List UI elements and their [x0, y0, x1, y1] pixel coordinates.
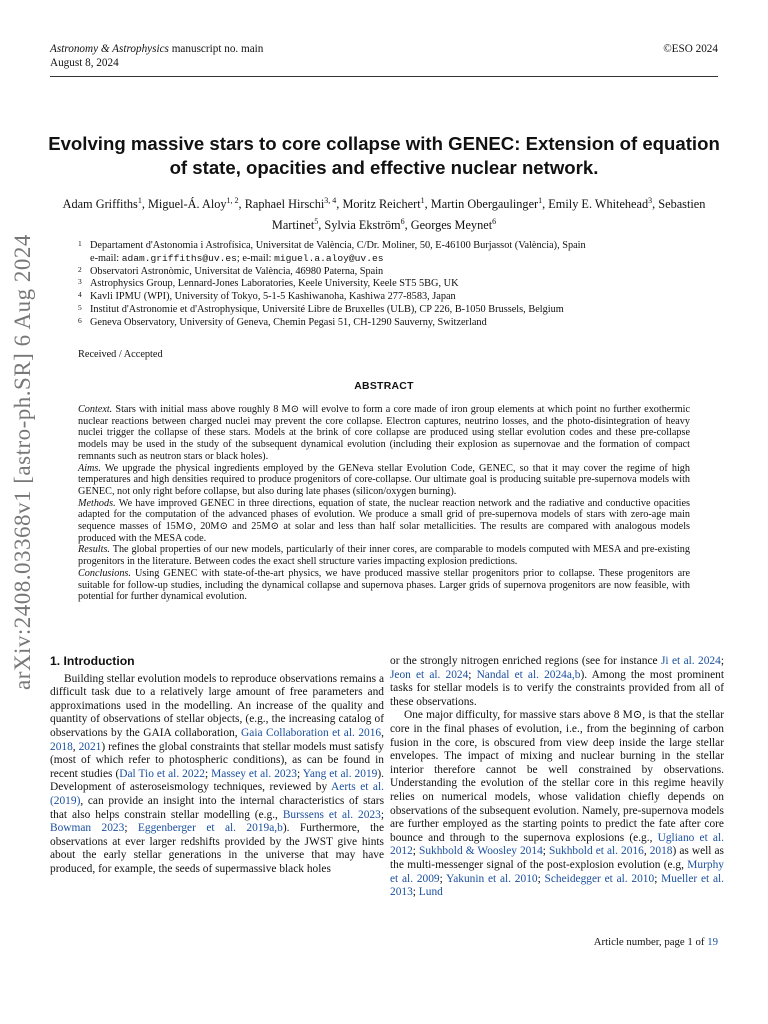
citation-link[interactable]: Jeon et al. 2024 [390, 668, 469, 681]
abstract-conclusions: Conclusions. Using GENEC with state-of-the-art physics, we have produced massive stellar progenitors prior to collapse. These progenitors are suitable for follow-up studies, including the dynamical collapse and supernova phases. Larger grids of supernova progenitors are now feasible, with potential for further dynamical evolution. [78, 567, 690, 603]
author-name: Sylvia Ekström [324, 218, 401, 233]
section-heading-introduction: 1. Introduction [50, 654, 135, 668]
journal-name: Astronomy & Astrophysics [50, 43, 169, 55]
citation-link[interactable]: Sukhbold & Woosley 2014 [418, 845, 543, 858]
affiliation-3: 3 Astrophysics Group, Lennard-Jones Laboratories, Keele University, Keele ST5 5BG, UK [78, 277, 459, 290]
affiliation-1: 1 Departament d'Astonomia i Astrofísica, Universitat de València, C/Dr. Moliner, 50, E-46100 Burjassot (València), Spain [78, 239, 586, 251]
arxiv-identifier[interactable]: arXiv:2408.03368v1 [astro-ph.SR] 6 Aug 2024 [10, 234, 35, 690]
citation-link[interactable]: Massey et al. 2023 [211, 767, 297, 780]
citation-link[interactable]: Scheidegger et al. 2010 [544, 872, 655, 885]
affiliation-6: 6 Geneva Observatory, University of Geneva, Chemin Pegasi 51, CH-1290 Sauverny, Switzerland [78, 315, 487, 328]
citation-link[interactable]: Nandal et al. 2024a,b [476, 668, 581, 681]
email-link-1[interactable]: adam.griffiths@uv.es [121, 252, 237, 264]
affiliation-2: 2 Observatori Astronòmic, Universitat de València, 46980 Paterna, Spain [78, 264, 384, 277]
author-affiliation-mark: 1 [137, 196, 142, 205]
intro-paragraph-2: One major difficulty, for massive stars above 8 M⊙, is that the stellar core in the final phases of evolution, i.e., from the beginning of carbon fusion in the core, is obscured from view deep inside the large stellar envelopes. The impact of mixing and nuclear burning in the stellar interior therefore cannot be well constrained by observations. Understanding the evolution of the stellar core in this regime heavily relies on numerical models, whose validation chiefly depends on observations of the subsequent evolution. Namely, pre-supernova models are further employed as the starting points to predict the fate after core bounce and through to the supernova explosions (e.g., Ugliano et al. 2012; Sukhbold & Woosley 2014; Sukhbold et al. 2016, 2018) as well as the multi-messenger signal of the post-explosion evolution (e.g, Murphy et al. 2009; Yakunin et al. 2010; Scheidegger et al. 2010; Mueller et al. 2013; Lund [390, 709, 725, 899]
citation-link[interactable]: 2018 [649, 845, 673, 858]
author-affiliation-mark: 3, 4 [324, 196, 337, 205]
email-line: e-mail: adam.griffiths@uv.es; e-mail: miguel.a.aloy@uv.es [90, 252, 384, 264]
citation-link[interactable]: Eggenberger et al. 2019a,b [137, 822, 283, 835]
header-date: August 8, 2024 [50, 57, 119, 69]
affiliation-4: 4 Kavli IPMU (WPI), University of Tokyo, 5-1-5 Kashiwanoha, Kashiwa 277-8583, Japan [78, 290, 456, 303]
running-header [50, 42, 718, 70]
author-name: Sebastien Martinet [271, 197, 706, 233]
affiliation-5: 5 Institut d'Astronomie et d'Astrophysique, Université Libre de Bruxelles (ULB), CP 226, B-1050 Brussels, Belgium [78, 302, 564, 315]
citation-link[interactable]: Dal Tio et al. 2022 [119, 767, 205, 780]
citation-link[interactable]: Ji et al. 2024 [660, 655, 721, 667]
author-affiliation-mark: 6 [492, 217, 497, 227]
author-name: Adam Griffiths [62, 197, 138, 212]
page-footer: Article number, page 1 of 19 [593, 936, 718, 948]
citation-link[interactable]: 2018 [50, 740, 73, 753]
author-name: Georges Meynet [410, 218, 493, 233]
paper-title: Evolving massive stars to core collapse with GENEC: Extension of equation of state, opacities and effective nuclear network. [48, 133, 720, 178]
author-affiliation-mark: 1 [420, 196, 425, 205]
citation-link[interactable]: Sukhbold et al. 2016 [548, 845, 644, 858]
intro-paragraph-1-continued: or the strongly nitrogen enriched regions (see for instance Ji et al. 2024; Jeon et al. 2024; Nandal et al. 2024a,b). Among the most prominent tasks for stellar models is to verify the constraints provided from all of these observations. [390, 655, 725, 708]
abstract-context: Context. Stars with initial mass above roughly 8 M⊙ will evolve to form a core made of iron group elements at which point no further exothermic nuclear reactions between charged nuclei may prevent the core collapse. Electron captures, neutrino losses, and the photo-disintegration of heavy nuclei trigger the collapse of these stars. Models at the brink of core collapse are produced using stellar evolution codes and these pre-collapse models may be used in the study of the subsequent dynamical evolution (including their explosion as supernovae and the formation of compact remnants such as neutron stars or black holes). [78, 404, 690, 462]
left-column [50, 655, 384, 877]
citation-link[interactable]: 2021 [78, 740, 102, 753]
author-name: Raphael Hirschi [244, 197, 325, 212]
manuscript-label: manuscript no. main [168, 43, 264, 55]
author-name: Moritz Reichert [342, 197, 421, 212]
abstract-body [78, 404, 690, 603]
intro-paragraph-1: Building stellar evolution models to reproduce observations remains a difficult task due to a relatively large amount of free parameters and approximations used in the modelling. An increase of the quality and quantity of observations of stellar objects, (e.g., the increasing catalog of observations by the GAIA collaboration, Gaia Collaboration et al. 2016, 2018, 2021) refines the global constraints that stellar models must satisfy (most of which refer to photospheric conditions), as can be found in recent studies (Dal Tio et al. 2022; Massey et al. 2023; Yang et al. 2019). Development of asteroseismology techniques, reviewed by Aerts et al. (2019), can provide an insight into the internal characteristics of stars that also helps constrain stellar modelling (e.g., Burssens et al. 2023; Bowman 2023; Eggenberger et al. 2019a,b). Furthermore, the observations at ever larger redshifts provided by the JWST give hints about the early stellar generations in the universe that may have produced, for example, the seeds of supermassive black holes [50, 672, 385, 875]
author-affiliation-mark: 1 [538, 196, 543, 205]
author-name: Emily E. Whitehead [548, 197, 649, 212]
citation-link[interactable]: Burssens et al. 2023 [282, 808, 381, 821]
abstract-results: Results. The global properties of our new models, particularly of their inner cores, are comparable to models computed with MESA and pre-existing progenitors in the literature. Between codes the exact shell structure varies impacting explosion predictions. [78, 544, 690, 568]
citation-link[interactable]: Bowman 2023 [50, 822, 125, 835]
affiliations [78, 240, 718, 330]
abstract-methods: Methods. We have improved GENEC in three directions, equation of state, the nuclear reaction network and the radiative and conductive opacities adapted for the computation of the advanced phases of evolution. We produce a small grid of pre-supernova models of stars with zero-age main sequence masses of 15M⊙, 20M⊙ and 25M⊙ at solar and less than half solar metallicities. The results are compared with analogous models produced with the MESA code. [78, 497, 690, 544]
abstract-aims: Aims. We upgrade the physical ingredients employed by the GENeva stellar Evolution Code, GENEC, so that it may cover the regime of high temperatures and high densities required to produce progenitors of core-collapse. Our ultimate goal is producing suitable pre-supernova models with GENEC, not only right before collapse, but also during late phases (silicon/oxygen burning). [78, 462, 690, 497]
author-affiliation-mark: 5 [314, 217, 319, 227]
citation-link[interactable]: Murphy et al. 2009 [390, 858, 724, 885]
copyright: ©ESO 2024 [663, 43, 718, 55]
author-list: Adam Griffiths$^1$, Miguel-Á. Aloy$^{1, 2}$, Raphael Hirschi$^{3, 4}$, Moritz Reichert$^1$, Martin Obergaulinger$^1$, Emily E. Whitehead$^3$, Sebastien Martinet$^5$, Sylvia Ekström$^6$, Georges Meynet$^6$ [62, 196, 706, 233]
citation-link[interactable]: Mueller et al. 2013 [390, 872, 725, 899]
abstract-heading: ABSTRACT [354, 381, 414, 392]
author-affiliation-mark: 6 [400, 217, 405, 227]
citation-link[interactable]: Lund [418, 886, 443, 899]
citation-link[interactable]: Aerts et al. (2019) [50, 781, 384, 807]
author-affiliation-mark: 3 [648, 196, 653, 205]
received-line: Received / Accepted [78, 349, 163, 360]
citation-link[interactable]: Yang et al. 2019 [302, 767, 378, 780]
author-name: Martin Obergaulinger [430, 197, 539, 212]
citation-link[interactable]: Gaia Collaboration et al. 2016 [241, 726, 382, 739]
email-link-2[interactable]: miguel.a.aloy@uv.es [274, 252, 384, 264]
citation-link[interactable]: Yakunin et al. 2010 [446, 872, 538, 885]
citation-link[interactable]: Ugliano et al. 2012 [390, 831, 724, 858]
author-name: Miguel-Á. Aloy [147, 197, 227, 212]
header-rule [50, 76, 718, 77]
right-column [390, 655, 724, 900]
page-total-link[interactable]: 19 [707, 936, 718, 948]
author-affiliation-mark: 1, 2 [226, 196, 239, 205]
